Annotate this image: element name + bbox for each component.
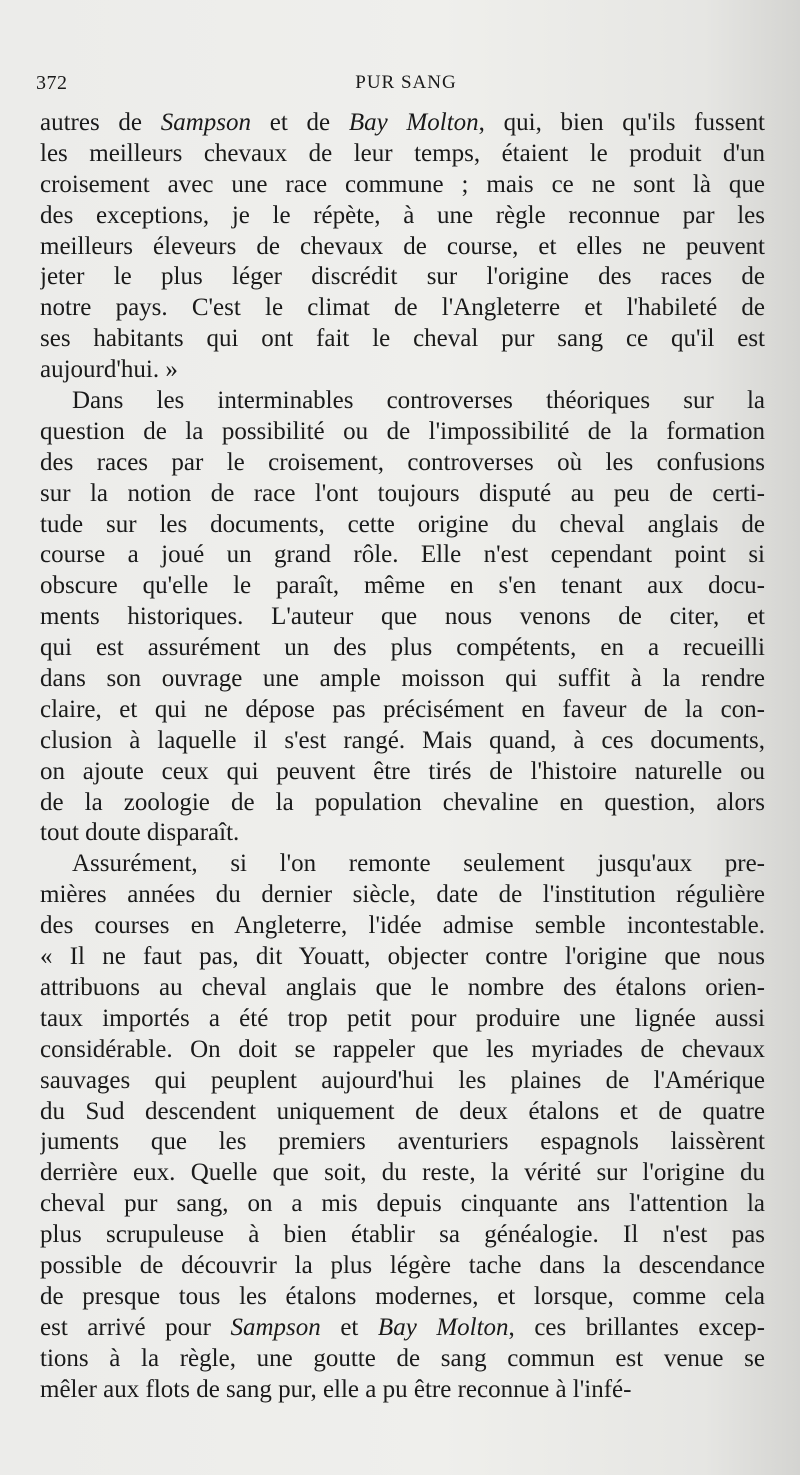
text-line: [40, 849, 765, 880]
text-run: croisement avec une race commune ; mais ce ne sont là que: [40, 170, 765, 198]
text-run: et de: [251, 109, 349, 136]
text-run: autres de: [40, 109, 161, 136]
text-line: [40, 386, 765, 417]
text-run: taux importés a été trop petit pour produire une lignée aussi: [40, 1004, 765, 1032]
text-line: [40, 510, 765, 541]
text-run: cheval pur sang, on a mis depuis cinquante ans l'attention la: [40, 1190, 765, 1218]
text-run: et: [320, 1313, 378, 1341]
text-run: ments historiques. L'auteur que nous venons de citer, et: [40, 603, 765, 631]
text-run: claire, et qui ne dépose pas précisément en faveur de la con-: [40, 695, 765, 723]
text-run: question de la possibilité ou de l'impossibilité de la formation: [40, 417, 765, 445]
running-title: PUR SANG: [355, 72, 457, 93]
text-run: qui est assurément un des plus compétents, en a recueilli: [40, 634, 765, 662]
text-line: [40, 1344, 765, 1375]
text-line: [40, 664, 765, 695]
text-run: les meilleurs chevaux de leur temps, étaient le produit d'un: [40, 139, 765, 167]
text-line: [40, 1375, 765, 1406]
text-run: Dans les interminables controverses théoriques sur la: [72, 387, 765, 415]
text-run: on ajoute ceux qui peuvent être tirés de l'histoire naturelle ou: [40, 757, 765, 785]
text-line: [40, 1004, 765, 1035]
text-run: des exceptions, je le répète, à une règle reconnue par les: [40, 201, 765, 229]
text-run: mêler aux flots de sang pur, elle a pu être reconnue à l'infé-: [40, 1375, 632, 1403]
text-run: du Sud descendent uniquement de deux étalons et de quatre: [40, 1097, 765, 1125]
text-line: [40, 232, 765, 263]
text-line: [40, 695, 765, 726]
text-line: [40, 571, 765, 602]
text-line: [40, 139, 765, 170]
text-line: [40, 448, 765, 479]
text-run: derrière eux. Quelle que soit, du reste, la vérité sur l'origine du: [40, 1159, 765, 1187]
text-line: [40, 201, 765, 232]
text-run: considérable. On doit se rappeler que les myriades de chevaux: [40, 1035, 765, 1063]
text-run: sauvages qui peuplent aujourd'hui les plaines de l'Amérique: [40, 1066, 765, 1094]
text-line: [40, 262, 765, 293]
text-run: course a joué un grand rôle. Elle n'est cependant point si: [40, 541, 765, 569]
text-run: de la zoologie de la population chevaline en question, alors: [40, 788, 765, 816]
text-line: [40, 170, 765, 201]
body-text: [40, 108, 765, 1405]
text-line: [40, 942, 765, 973]
italic-name: Sampson: [230, 1313, 321, 1341]
text-line: [40, 1158, 765, 1189]
text-line: [40, 788, 765, 819]
italic-name: Sampson: [160, 109, 252, 136]
text-line: [40, 293, 765, 324]
text-run: tude sur les documents, cette origine du cheval anglais de: [40, 510, 765, 538]
text-run: jeter le plus léger discrédit sur l'origine des races de: [40, 263, 765, 291]
text-line: [40, 324, 765, 355]
text-run: , ces brillantes excep-: [508, 1313, 765, 1341]
text-line: [40, 973, 765, 1004]
text-line: [40, 1313, 765, 1344]
text-line: [40, 1220, 765, 1251]
text-line: [40, 1189, 765, 1220]
text-line: [40, 1282, 765, 1313]
text-line: [40, 726, 765, 757]
text-line: [40, 1097, 765, 1128]
text-run: tions à la règle, une goutte de sang commun est venue se: [40, 1344, 765, 1372]
text-line: [40, 1066, 765, 1097]
text-line: [40, 417, 765, 448]
text-run: dans son ouvrage une ample moisson qui suffit à la rendre: [40, 665, 765, 693]
text-run: clusion à laquelle il s'est rangé. Mais quand, à ces documents,: [40, 726, 765, 754]
text-line: [40, 911, 765, 942]
text-line: [40, 1251, 765, 1282]
text-line: [40, 108, 765, 139]
text-run: Assurément, si l'on remonte seulement jusqu'aux pre-: [72, 850, 765, 878]
text-run: plus scrupuleuse à bien établir sa généalogie. Il n'est pas: [40, 1221, 765, 1249]
text-run: « Il ne faut pas, dit Youatt, objecter contre l'origine que nous: [40, 943, 765, 971]
text-run: , qui, bien qu'ils fussent: [478, 109, 765, 136]
text-line: [40, 757, 765, 788]
italic-name: Bay Molton: [348, 109, 479, 136]
text-line: [40, 602, 765, 633]
text-run: de presque tous les étalons modernes, et lorsque, comme cela: [40, 1282, 765, 1310]
text-run: des courses en Angleterre, l'idée admise semble incontestable.: [40, 912, 765, 940]
text-run: meilleurs éleveurs de chevaux de course, et elles ne peuvent: [40, 232, 765, 260]
text-run: mières années du dernier siècle, date de l'institution régulière: [40, 881, 765, 909]
text-run: ses habitants qui ont fait le cheval pur sang ce qu'il est: [40, 325, 765, 353]
text-run: des races par le croisement, controverses où les confusions: [40, 448, 765, 476]
text-run: juments que les premiers aventuriers espagnols laissèrent: [40, 1128, 765, 1156]
page-number: 372: [36, 72, 68, 94]
text-line: [40, 355, 765, 386]
text-run: possible de découvrir la plus légère tache dans la descendance: [40, 1251, 765, 1279]
text-line: [40, 1035, 765, 1066]
text-run: est arrivé pour: [40, 1313, 231, 1341]
text-line: [40, 1127, 765, 1158]
text-line: [40, 633, 765, 664]
text-run: aujourd'hui. »: [40, 356, 178, 384]
text-line: [40, 818, 765, 849]
page-header: [36, 72, 776, 102]
text-line: [40, 880, 765, 911]
text-run: attribuons au cheval anglais que le nombre des étalons orien-: [40, 973, 765, 1001]
text-run: tout doute disparaît.: [40, 819, 240, 847]
text-line: [40, 479, 765, 510]
text-run: obscure qu'elle le paraît, même en s'en tenant aux docu-: [40, 572, 765, 600]
text-run: sur la notion de race l'ont toujours disputé au peu de certi-: [40, 479, 765, 507]
text-run: notre pays. C'est le climat de l'Angleterre et l'habileté de: [40, 294, 765, 322]
text-line: [40, 540, 765, 571]
italic-name: Bay Molton: [377, 1313, 509, 1341]
